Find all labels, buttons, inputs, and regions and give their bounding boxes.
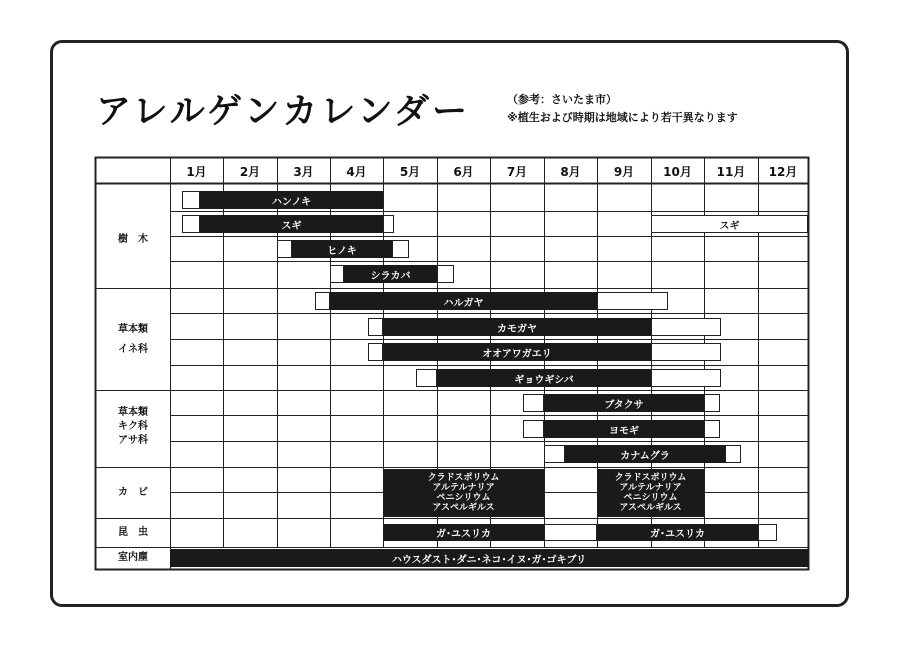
bar-kamogaya: カモガヤ: [383, 318, 651, 336]
mold-block-spring: [383, 469, 544, 517]
month-header-apr: 4月: [346, 165, 367, 179]
mold-item: アスペルギルス: [619, 503, 682, 513]
month-header-feb: 2月: [239, 165, 261, 179]
bar-harugaya: ハルガヤ: [330, 292, 597, 310]
month-header-sep: 9月: [613, 165, 635, 179]
kanamugura-late-marker: [725, 445, 741, 463]
month-header-may: 5月: [399, 165, 421, 179]
month-header-aug: 8月: [560, 165, 581, 179]
oawagaeri-late-marker: [651, 343, 721, 361]
bar-indoor-dust: ハウスダスト･ダニ･ネコ･イヌ･ガ･ゴキブリ: [170, 549, 808, 567]
mold-item: アスペルギルス: [432, 503, 495, 513]
shirakaba-early-marker: [330, 265, 344, 283]
mold-item: アルテルナリア: [619, 483, 682, 493]
butakusa-early-marker: [523, 394, 544, 412]
category-insect: 昆 虫: [118, 527, 148, 538]
bar-gyougishiba: ギョウギシバ: [437, 369, 651, 387]
gyougishiba-late-marker: [651, 369, 721, 387]
shirakaba-late-marker: [437, 265, 454, 283]
oawagaeri-early-marker: [368, 343, 383, 361]
harugaya-late-marker: [597, 292, 668, 310]
bar-sugi-autumn: スギ: [651, 215, 808, 233]
category-trees: 樹 木: [118, 234, 148, 245]
kanamugura-early-marker: [544, 445, 565, 463]
disclaimer-note: ※植生および時期は地域により若干異なります: [507, 111, 738, 124]
mold-item: クラドスポリウム: [427, 473, 500, 483]
insect-gap-marker: [544, 524, 597, 541]
insect-late-marker: [758, 524, 777, 541]
sugi-early-marker: [182, 215, 200, 233]
bar-kanamugura: カナムグラ: [565, 445, 725, 463]
butakusa-late-marker: [704, 394, 720, 412]
yomogi-late-marker: [704, 420, 720, 438]
hannoki-early-marker: [182, 191, 200, 209]
mold-block-autumn: [597, 469, 704, 517]
month-header-oct: 10月: [663, 165, 692, 179]
category-aster-line1: 草本類: [118, 407, 148, 418]
mold-item: アルテルナリア: [432, 483, 495, 493]
bar-oawagaeri: オオアワガエリ: [383, 343, 651, 361]
category-mold: カ ビ: [118, 487, 148, 498]
category-aster-line2: キク科: [118, 421, 148, 432]
yomogi-early-marker: [523, 420, 544, 438]
category-indoor: 室内塵: [118, 552, 148, 563]
gyougishiba-early-marker: [416, 369, 437, 387]
bar-hannoki: ハンノキ: [200, 191, 383, 209]
category-grass-line1: 草本類: [118, 324, 148, 335]
bar-hinoki: ヒノキ: [292, 240, 392, 258]
bar-sugi: スギ: [200, 215, 383, 233]
kamogaya-early-marker: [368, 318, 383, 336]
bar-insect-autumn: ガ･ユスリカ: [597, 524, 758, 541]
sugi-late-marker: [383, 215, 394, 233]
bar-yomogi: ヨモギ: [544, 420, 704, 438]
bar-insect-summer: ガ･ユスリカ: [383, 524, 544, 541]
month-header-mar: 3月: [293, 165, 314, 179]
month-header-jul: 7月: [506, 165, 528, 179]
kamogaya-late-marker: [651, 318, 721, 336]
month-header-nov: 11月: [716, 165, 746, 179]
bar-butakusa: ブタクサ: [544, 394, 704, 412]
mold-item: クラドスポリウム: [614, 473, 687, 483]
bar-shirakaba: シラカバ: [344, 265, 437, 283]
source-note: （参考：さいたま市）: [507, 93, 617, 106]
month-header-dec: 12月: [768, 165, 798, 179]
page-title: アレルゲンカレンダー: [96, 92, 471, 132]
month-header-jun: 6月: [453, 165, 474, 179]
month-header-jan: 1月: [186, 165, 207, 179]
hinoki-late-marker: [392, 240, 409, 258]
category-grass-line2: イネ科: [118, 344, 148, 355]
mold-item: ペニシリウム: [436, 493, 491, 503]
hinoki-early-marker: [277, 240, 292, 258]
harugaya-early-marker: [315, 292, 330, 310]
category-aster-line3: アサ科: [118, 435, 148, 446]
mold-item: ペニシリウム: [623, 493, 678, 503]
